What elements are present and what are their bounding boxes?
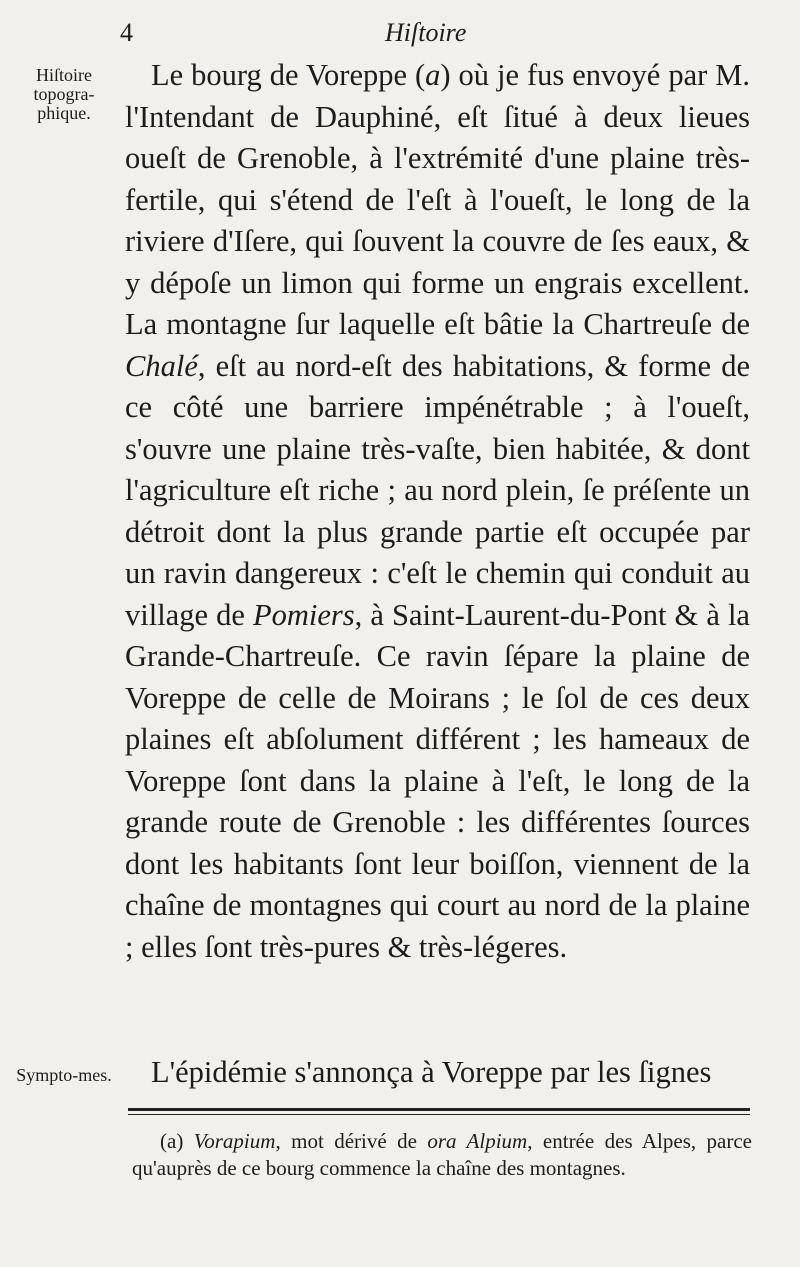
footnote	[132, 1128, 752, 1182]
second-paragraph	[125, 1052, 750, 1094]
footnote-term: Vorapium	[193, 1129, 276, 1153]
place-name: Pomiers	[252, 597, 355, 632]
place-name: Chalé	[125, 348, 198, 383]
margin-note-topography: Hiſtoire topogra-phique.	[33, 65, 95, 123]
paragraph-text: ) où je fus envoyé par M. l'Intendant de Dauphiné, eſt ſitué à deux lieues oueſt de Grenoble, à l'extrémité d'une plaine très-fertile, qui s'étend de l'eſt à l'oueſt, le long de la riviere d'Iſere, qui ſouvent la couvre de ſes eaux, & y dépoſe un limon qui forme un engrais excellent. La montagne ſur laquelle eſt bâtie la Chartreuſe de	[125, 58, 750, 341]
running-title: Hiſtoire	[385, 18, 467, 47]
margin-note-symptoms: Sympto-mes.	[16, 1065, 112, 1085]
page-number: 4	[120, 18, 133, 47]
footnote-rule	[128, 1108, 750, 1111]
main-paragraph	[125, 55, 750, 968]
paragraph-text: , eſt au nord-eſt des habitations, & forme de ce côté une barriere impénétrable ; à l'oueſt, s'ouvre une plaine très-vaſte, bien habitée, & dont l'agriculture eſt riche ; au nord plein, ſe préſente un détroit dont la plus grande partie eſt occupée par un ravin dangereux : c'eſt le chemin qui conduit au village de	[125, 348, 750, 632]
paragraph-text: L'épidémie s'annonça à Voreppe par les ſignes	[151, 1055, 712, 1089]
footnote-text: , entrée des Alpes, parce qu'auprès de ce bourg commence la chaîne des montagnes.	[132, 1129, 753, 1180]
footnote-reference: a	[425, 58, 441, 92]
footnote-marker: (a)	[160, 1129, 184, 1153]
paragraph-text: Le bourg de Voreppe (	[151, 58, 426, 92]
paragraph-text: , à Saint-Laurent-du-Pont & à la Grande-Chartreuſe. Ce ravin ſépare la plaine de Voreppe de celle de Moirans ; le ſol de ces deux plaines eſt abſolument différent ; les hameaux de Voreppe ſont dans la plaine à l'eſt, le long de la grande route de Grenoble : les différentes ſources dont les habitants ſont leur boiſſon, viennent de la chaîne de montagnes qui court au nord de la plaine ; elles ſont très-pures & très-légeres.	[125, 597, 750, 964]
footnote-text: , mot dérivé de	[275, 1129, 428, 1153]
footnote-rule-thin	[128, 1114, 750, 1115]
footnote-term: ora Alpium	[427, 1129, 528, 1153]
